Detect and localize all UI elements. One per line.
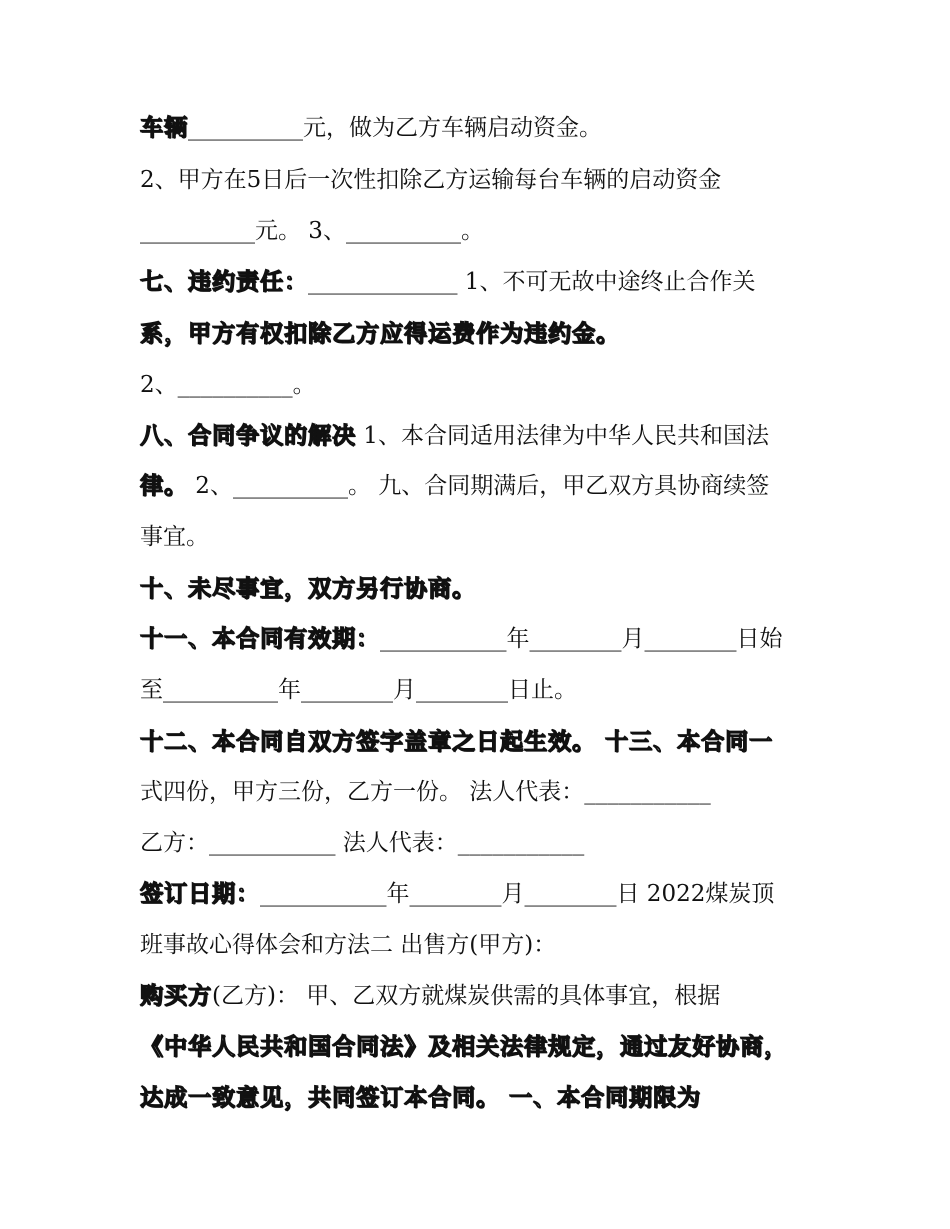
text-line [140, 573, 820, 605]
stylized-text: 一、本合同期限为 [500, 1085, 702, 1111]
stylized-text: 达成一致意见，共同签订本合同。 [140, 1085, 500, 1111]
text-line [140, 980, 820, 1012]
body-text: 2、__________。 [140, 372, 316, 398]
stylized-text: 购买方 [140, 983, 212, 1009]
stylized-text: 《中华人民共和国合同法》及相关法律规定，通过友好协商， [140, 1034, 788, 1060]
stylized-text: 律。 [140, 473, 188, 499]
text-line [140, 215, 820, 247]
body-text: 2、__________。 九、合同期满后，甲乙双方具协商续签 [188, 473, 770, 499]
text-line [140, 674, 820, 706]
text-line [140, 521, 820, 553]
text-line [140, 266, 820, 298]
body-text: 1、本合同适用法律为中华人民共和国法 [356, 423, 769, 449]
text-line [140, 369, 820, 401]
stylized-text: 七、违约责任： [140, 269, 308, 295]
stylized-text: 十二、本合同自双方签字盖章之日起生效。 十三、本合同一 [140, 729, 774, 755]
stylized-text: 十一、本合同有效期： [140, 626, 380, 652]
stylized-text: 八、合同争议的解决 [140, 423, 356, 449]
text-line [140, 420, 820, 452]
text-line [140, 776, 820, 808]
body-text: 2、甲方在5日后一次性扣除乙方运输每台车辆的启动资金 [140, 167, 722, 193]
text-line [140, 164, 820, 196]
stylized-text: 系，甲方有权扣除乙方应得运费作为违约金。 [140, 321, 620, 347]
stylized-text: 十、未尽事宜，双方另行协商。 [140, 576, 476, 602]
body-text: (乙方)： 甲、乙双方就煤炭供需的具体事宜，根据 [212, 983, 721, 1009]
body-text: 乙方：___________ 法人代表：___________ [140, 830, 585, 856]
body-text: 式四份，甲方三份，乙方一份。 法人代表：___________ [140, 779, 711, 805]
text-line [140, 929, 820, 961]
body-text: 班事故心得体会和方法二 出售方(甲方)： [140, 932, 557, 958]
body-text: __________元。 3、__________。 [140, 218, 484, 244]
body-text: ___________年________月________日始 [380, 626, 783, 652]
body-text: __________元，做为乙方车辆启动资金。 [188, 115, 602, 141]
text-line [140, 318, 820, 350]
text-line [140, 1082, 820, 1114]
body-text: 至__________年________月________日止。 [140, 677, 577, 703]
text-line [140, 1031, 820, 1063]
stylized-text: 签订日期： [140, 881, 260, 907]
text-line [140, 878, 820, 910]
body-text: _____________ 1、不可无故中途终止合作关 [308, 269, 756, 295]
text-line [140, 726, 820, 758]
text-line [140, 470, 820, 502]
body-text: 事宜。 [140, 524, 209, 550]
body-text: ___________年________月________日 2022煤炭顶 [260, 881, 775, 907]
stylized-text: 车辆 [140, 115, 188, 141]
text-line [140, 827, 820, 859]
text-line [140, 112, 820, 144]
text-line [140, 623, 820, 655]
